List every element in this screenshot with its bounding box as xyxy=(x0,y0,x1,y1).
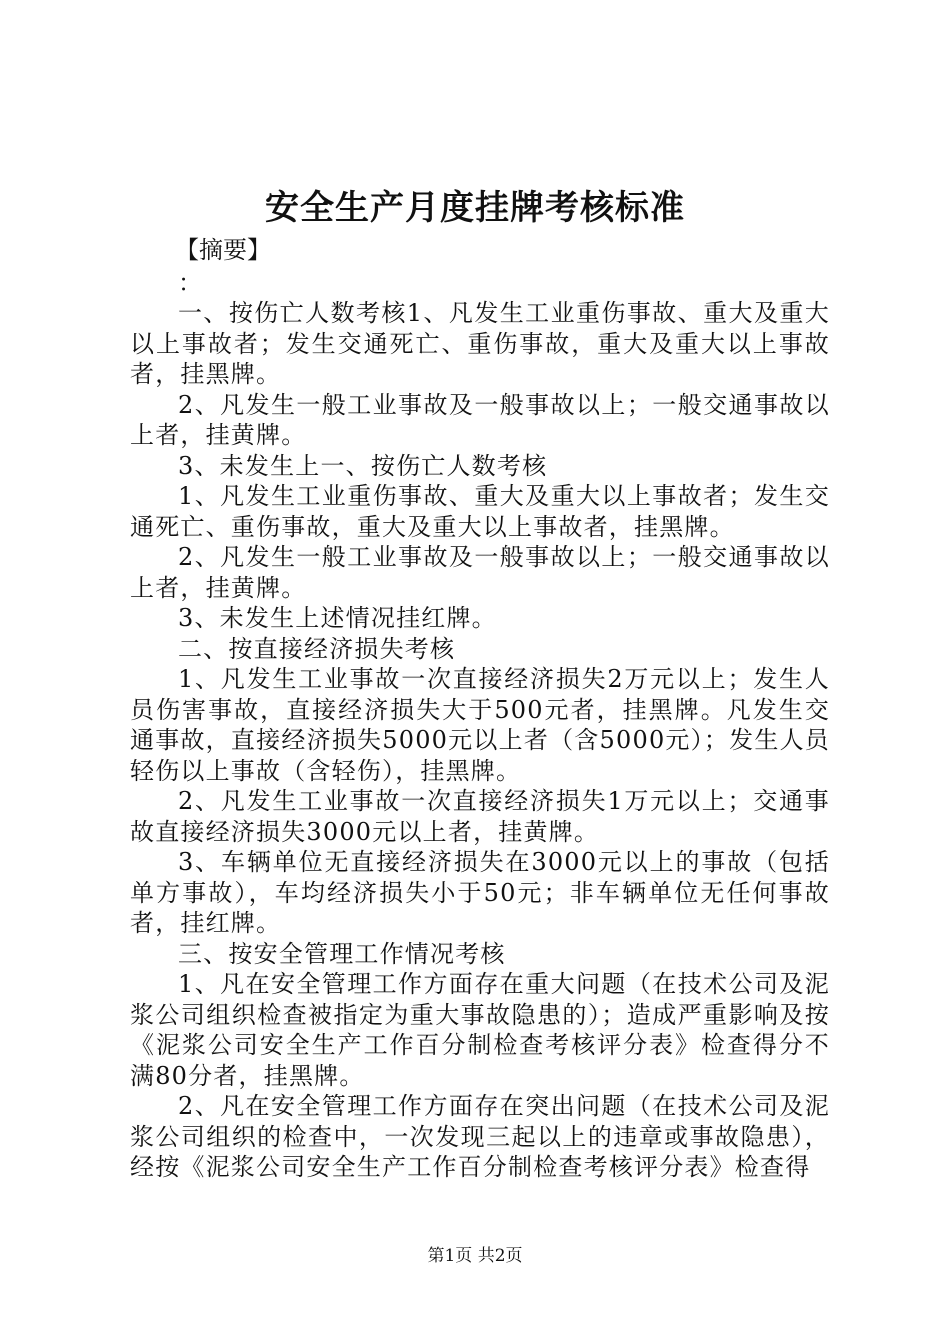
document-body xyxy=(130,298,830,1183)
summary-label: 【摘要】 xyxy=(175,236,271,264)
paragraph: 2、凡发生工业事故一次直接经济损失1万元以上；交通事故直接经济损失3000元以上者，挂黄牌。 xyxy=(130,787,830,846)
page-title: 安全生产月度挂牌考核标准 xyxy=(265,188,685,228)
summary-colon: ： xyxy=(178,269,202,297)
paragraph: 2、凡发生一般工业事故及一般事故以上；一般交通事故以上者，挂黄牌。 xyxy=(130,390,830,449)
paragraph: 3、未发生上一、按伤亡人数考核 xyxy=(178,451,548,480)
paragraph: 一、按伤亡人数考核1、凡发生工业重伤事故、重大及重大以上事故者；发生交通死亡、重伤事故，重大及重大以上事故者，挂黑牌。 xyxy=(130,299,830,388)
paragraph: 三、按安全管理工作情况考核 xyxy=(178,939,506,968)
paragraph: 1、凡发生工业重伤事故、重大及重大以上事故者；发生交通死亡、重伤事故，重大及重大以上事故者，挂黑牌。 xyxy=(130,482,830,541)
paragraph: 3、车辆单位无直接经济损失在3000元以上的事故（包括单方事故），车均经济损失小于50元；非车辆单位无任何事故者，挂红牌。 xyxy=(130,848,830,937)
paragraph: 二、按直接经济损失考核 xyxy=(178,634,456,663)
paragraph: 2、凡发生一般工业事故及一般事故以上；一般交通事故以上者，挂黄牌。 xyxy=(130,543,830,602)
paragraph: 1、凡发生工业事故一次直接经济损失2万元以上；发生人员伤害事故，直接经济损失大于500元者，挂黑牌。凡发生交通事故，直接经济损失5000元以上者（含5000元）；发生人员轻伤以上事故（含轻伤），挂黑牌。 xyxy=(130,665,830,785)
paragraph: 1、凡在安全管理工作方面存在重大问题（在技术公司及泥浆公司组织检查被指定为重大事故隐患的）；造成严重影响及按《泥浆公司安全生产工作百分制检查考核评分表》检查得分不满80分者，挂黑牌。 xyxy=(130,970,830,1090)
paragraph: 3、未发生上述情况挂红牌。 xyxy=(178,604,497,632)
page-footer: 第1页 共2页 xyxy=(427,1246,523,1266)
paragraph: 2、凡在安全管理工作方面存在突出问题（在技术公司及泥浆公司组织的检查中，一次发现三起以上的违章或事故隐患），经按《泥浆公司安全生产工作百分制检查考核评分表》检查得 xyxy=(130,1092,830,1181)
